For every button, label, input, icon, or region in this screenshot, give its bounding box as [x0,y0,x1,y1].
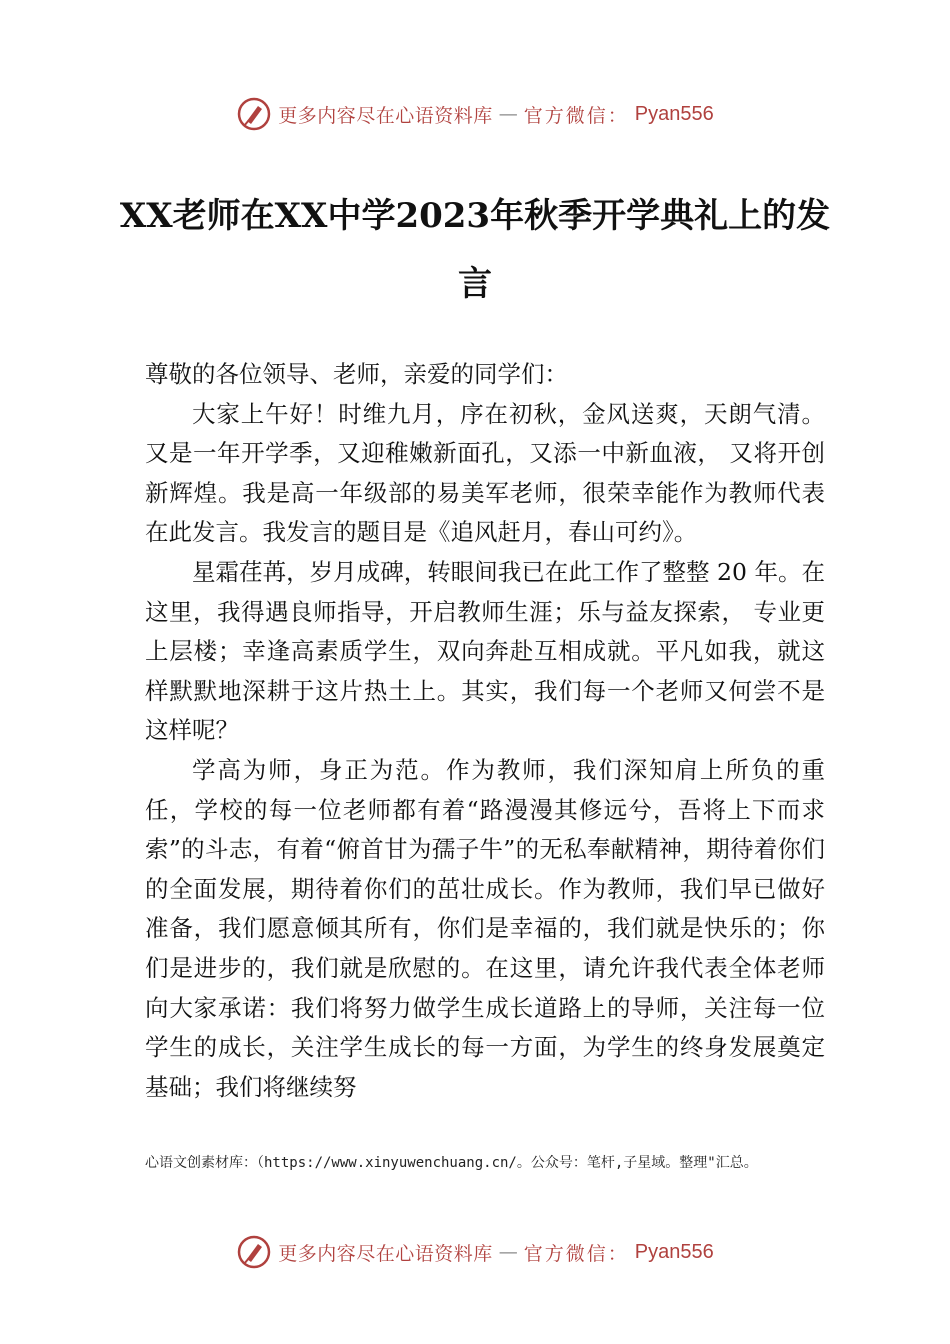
header-watermark-banner [0,92,950,136]
banner-dash: — [498,1241,518,1263]
banner-dash: — [498,103,518,125]
source-footnote: 心语文创素材库：（https://www.xinyuwenchuang.cn/。公众号：笔杆,子星域。整理"汇总。 [145,1155,758,1171]
footer-watermark-banner [0,1230,950,1274]
banner-wechat-label: 官方微信： [523,104,629,127]
body-paragraph: 学高为师，身正为范。作为教师，我们深知肩上所负的重任，学校的每一位老师都有着“路漫漫其修远兮，吾将上下而求索”的斗志，有着“俯首甘为孺子牛”的无私奉献精神，期待着你们的全面发展，期待着你们的茁壮成长。作为教师，我们早已做好准备，我们愿意倾其所有，你们是幸福的，我们就是快乐的；你们是进步的，我们就是欣慰的。在这里，请允许我代表全体老师向大家承诺：我们将努力做学生成长道路上的导师，关注每一位学生的成长，关注学生成长的每一方面，为学生的终身发展奠定基础；我们将继续努 [145,755,825,1101]
banner-wechat-label: 官方微信： [523,1242,629,1265]
banner-wechat-id: Pyan556 [634,1240,714,1263]
banner-main-text: 更多内容尽在心语资料库 [278,104,493,127]
pen-nib-circle-icon [236,1234,272,1270]
banner-main-text: 更多内容尽在心语资料库 [278,1242,493,1265]
body-paragraph: 星霜荏苒，岁月成碑，转眼间我已在此工作了整整 20 年。在这里，我得遇良师指导，开启教师生涯；乐与益友探索， 专业更上层楼；幸逢高素质学生，双向奔赴互相成就。平凡如我，就这样默默地深耕于这片热土上。其实，我们每一个老师又何尝不是这样呢？ [145,557,825,745]
pen-nib-circle-icon [236,96,272,132]
banner-wechat-id: Pyan556 [634,102,714,125]
document-title: XX老师在XX中学2023年秋季开学典礼上的发言 [119,196,831,304]
document-body [145,355,825,1107]
salutation: 尊敬的各位领导、老师，亲爱的同学们： [145,360,568,388]
body-paragraph: 大家上午好！时维九月，序在初秋，金风送爽，天朗气清。又是一年开学季，又迎稚嫩新面孔，又添一中新血液， 又将开创新辉煌。我是高一年级部的易美军老师，很荣幸能作为教师代表在此发言。我发言的题目是《追风赶月，春山可约》。 [145,399,825,547]
